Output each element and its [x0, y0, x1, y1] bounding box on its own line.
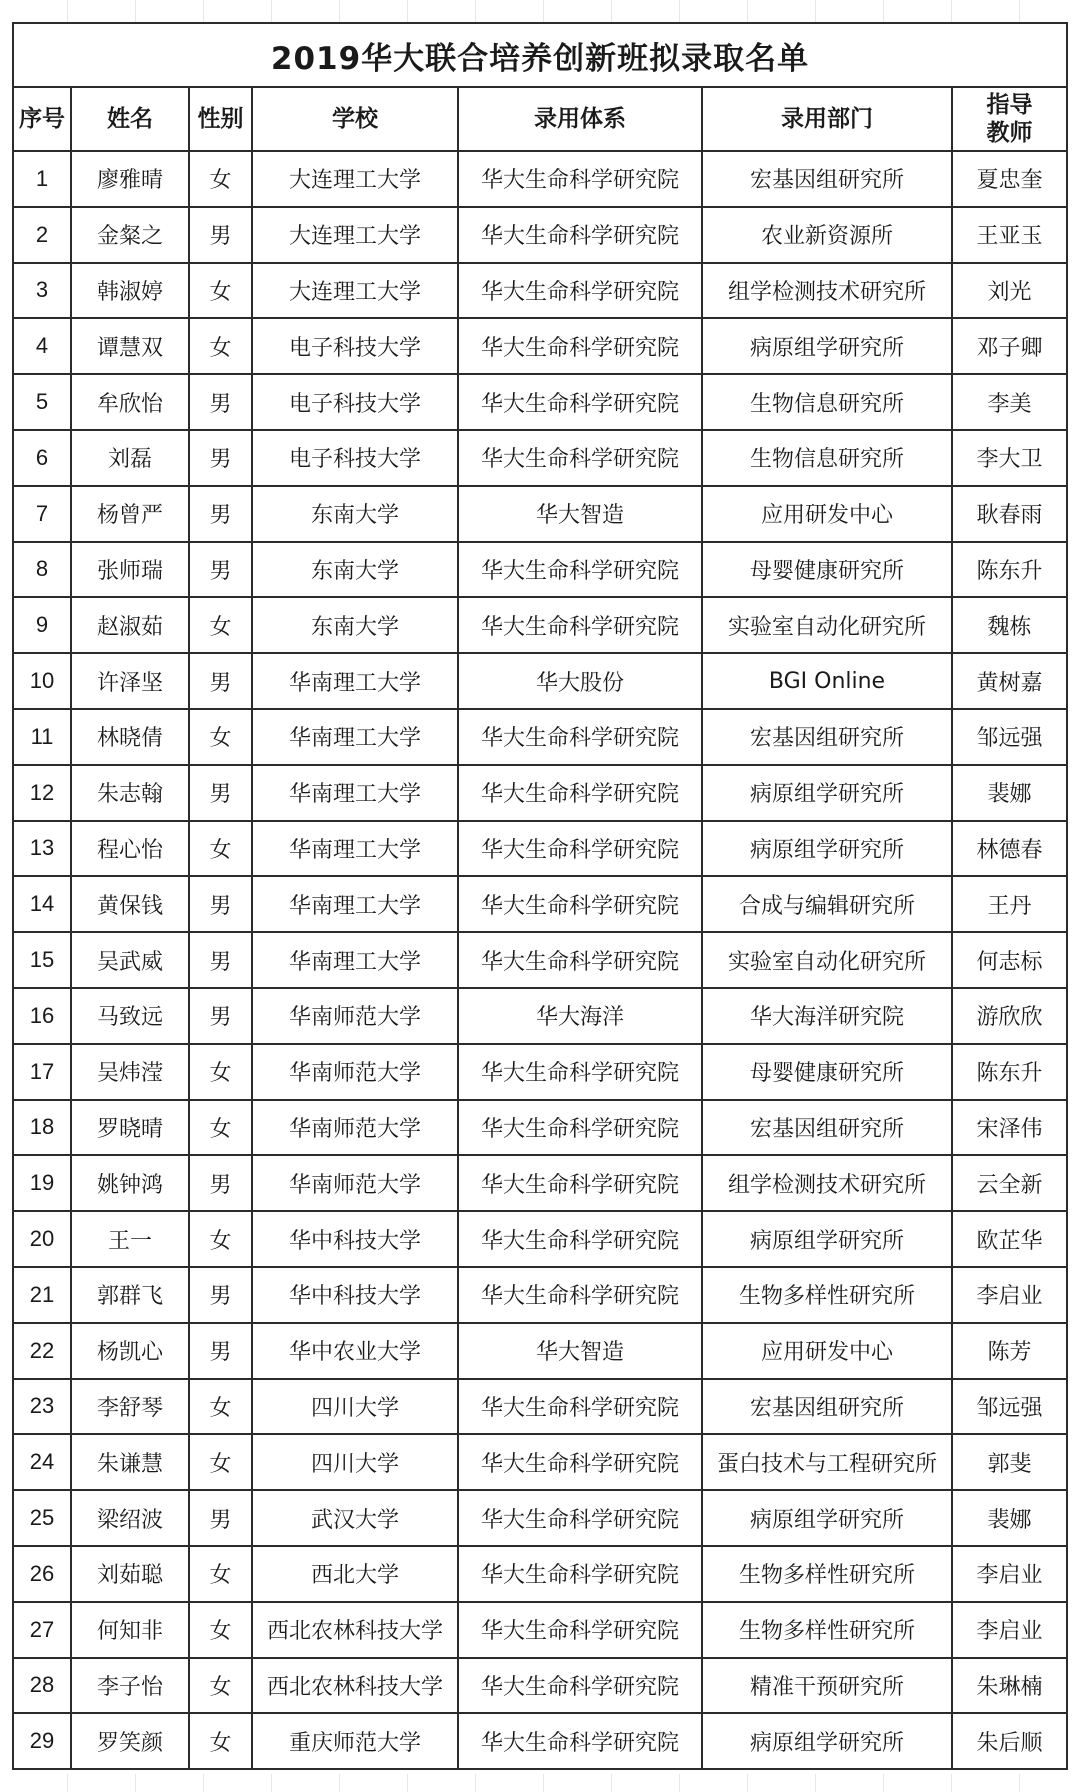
cell-index: 9	[13, 597, 71, 653]
cell-department: BGI Online	[702, 653, 952, 709]
cell-index: 6	[13, 430, 71, 486]
cell-index: 17	[13, 1044, 71, 1100]
cell-advisor: 陈芳	[952, 1323, 1067, 1379]
cell-index: 7	[13, 486, 71, 542]
table-row	[13, 1546, 1067, 1602]
cell-advisor: 邓子卿	[952, 318, 1067, 374]
cell-system: 华大生命科学研究院	[458, 1155, 702, 1211]
cell-index: 27	[13, 1602, 71, 1658]
cell-advisor: 邹远强	[952, 1379, 1067, 1435]
cell-department: 宏基因组研究所	[702, 1379, 952, 1435]
admission-list-table	[12, 22, 1068, 1770]
cell-system: 华大生命科学研究院	[458, 1100, 702, 1156]
cell-index: 1	[13, 151, 71, 207]
table-row	[13, 1490, 1067, 1546]
cell-index: 19	[13, 1155, 71, 1211]
cell-school: 电子科技大学	[252, 374, 458, 430]
cell-advisor: 夏忠奎	[952, 151, 1067, 207]
cell-index: 12	[13, 765, 71, 821]
cell-gender: 女	[189, 1044, 252, 1100]
cell-gender: 女	[189, 1379, 252, 1435]
cell-gender: 男	[189, 932, 252, 988]
cell-advisor: 林德春	[952, 821, 1067, 877]
cell-index: 8	[13, 542, 71, 598]
cell-name: 林晓倩	[71, 709, 189, 765]
cell-system: 华大生命科学研究院	[458, 1602, 702, 1658]
cell-department: 病原组学研究所	[702, 1211, 952, 1267]
cell-index: 15	[13, 932, 71, 988]
table-row	[13, 988, 1067, 1044]
cell-department: 生物信息研究所	[702, 430, 952, 486]
cell-system: 华大智造	[458, 486, 702, 542]
cell-advisor: 邹远强	[952, 709, 1067, 765]
cell-gender: 女	[189, 597, 252, 653]
cell-department: 病原组学研究所	[702, 1490, 952, 1546]
table-row	[13, 318, 1067, 374]
cell-index: 18	[13, 1100, 71, 1156]
header-index: 序号	[13, 87, 71, 151]
cell-school: 华南师范大学	[252, 1044, 458, 1100]
cell-school: 大连理工大学	[252, 263, 458, 319]
cell-system: 华大生命科学研究院	[458, 207, 702, 263]
header-department: 录用部门	[702, 87, 952, 151]
table-row	[13, 1323, 1067, 1379]
table-row	[13, 263, 1067, 319]
header-advisor-line2: 教师	[986, 120, 1033, 146]
cell-school: 西北大学	[252, 1546, 458, 1602]
cell-system: 华大生命科学研究院	[458, 1044, 702, 1100]
cell-system: 华大生命科学研究院	[458, 1267, 702, 1323]
table-row	[13, 821, 1067, 877]
header-advisor-line1: 指导	[986, 92, 1033, 118]
cell-index: 5	[13, 374, 71, 430]
cell-name: 朱谦慧	[71, 1434, 189, 1490]
cell-name: 韩淑婷	[71, 263, 189, 319]
cell-gender: 男	[189, 430, 252, 486]
cell-advisor: 黄树嘉	[952, 653, 1067, 709]
cell-gender: 男	[189, 653, 252, 709]
cell-system: 华大股份	[458, 653, 702, 709]
page-title: 2019华大联合培养创新班拟录取名单	[13, 23, 1067, 87]
cell-department: 母婴健康研究所	[702, 1044, 952, 1100]
table-row	[13, 597, 1067, 653]
cell-department: 实验室自动化研究所	[702, 597, 952, 653]
cell-name: 杨曾严	[71, 486, 189, 542]
cell-advisor: 李美	[952, 374, 1067, 430]
cell-department: 病原组学研究所	[702, 1713, 952, 1769]
cell-name: 刘茹聪	[71, 1546, 189, 1602]
cell-system: 华大生命科学研究院	[458, 1546, 702, 1602]
cell-system: 华大智造	[458, 1323, 702, 1379]
cell-index: 21	[13, 1267, 71, 1323]
table-row	[13, 1434, 1067, 1490]
table-row	[13, 709, 1067, 765]
cell-gender: 女	[189, 1658, 252, 1714]
cell-department: 宏基因组研究所	[702, 151, 952, 207]
table-row	[13, 151, 1067, 207]
header-row	[13, 87, 1067, 151]
cell-gender: 女	[189, 151, 252, 207]
cell-gender: 男	[189, 374, 252, 430]
cell-index: 4	[13, 318, 71, 374]
cell-system: 华大生命科学研究院	[458, 876, 702, 932]
cell-advisor: 朱后顺	[952, 1713, 1067, 1769]
table-row	[13, 207, 1067, 263]
table-row	[13, 876, 1067, 932]
cell-school: 华中科技大学	[252, 1211, 458, 1267]
cell-advisor: 魏栋	[952, 597, 1067, 653]
cell-name: 何知非	[71, 1602, 189, 1658]
cell-school: 大连理工大学	[252, 207, 458, 263]
cell-school: 华南理工大学	[252, 876, 458, 932]
cell-school: 华南理工大学	[252, 653, 458, 709]
cell-gender: 女	[189, 1602, 252, 1658]
cell-index: 14	[13, 876, 71, 932]
table-body	[13, 151, 1067, 1769]
cell-department: 母婴健康研究所	[702, 542, 952, 598]
cell-department: 华大海洋研究院	[702, 988, 952, 1044]
cell-index: 20	[13, 1211, 71, 1267]
cell-gender: 男	[189, 542, 252, 598]
cell-school: 华南理工大学	[252, 765, 458, 821]
cell-school: 华南师范大学	[252, 988, 458, 1044]
cell-gender: 男	[189, 988, 252, 1044]
cell-advisor: 游欣欣	[952, 988, 1067, 1044]
cell-department: 组学检测技术研究所	[702, 263, 952, 319]
cell-gender: 女	[189, 1546, 252, 1602]
cell-department: 应用研发中心	[702, 486, 952, 542]
cell-school: 东南大学	[252, 597, 458, 653]
cell-name: 马致远	[71, 988, 189, 1044]
cell-department: 精准干预研究所	[702, 1658, 952, 1714]
cell-index: 3	[13, 263, 71, 319]
cell-name: 王一	[71, 1211, 189, 1267]
cell-department: 病原组学研究所	[702, 821, 952, 877]
cell-school: 电子科技大学	[252, 430, 458, 486]
cell-index: 23	[13, 1379, 71, 1435]
cell-name: 杨凯心	[71, 1323, 189, 1379]
cell-name: 李子怡	[71, 1658, 189, 1714]
table-row	[13, 932, 1067, 988]
table-row	[13, 1602, 1067, 1658]
cell-department: 生物多样性研究所	[702, 1267, 952, 1323]
table-row	[13, 542, 1067, 598]
cell-gender: 男	[189, 207, 252, 263]
cell-advisor: 李启业	[952, 1602, 1067, 1658]
cell-name: 朱志翰	[71, 765, 189, 821]
cell-name: 刘磊	[71, 430, 189, 486]
cell-advisor: 刘光	[952, 263, 1067, 319]
cell-system: 华大生命科学研究院	[458, 1713, 702, 1769]
table-row	[13, 1155, 1067, 1211]
cell-gender: 男	[189, 1155, 252, 1211]
cell-department: 组学检测技术研究所	[702, 1155, 952, 1211]
cell-name: 赵淑茹	[71, 597, 189, 653]
cell-advisor: 李大卫	[952, 430, 1067, 486]
cell-index: 26	[13, 1546, 71, 1602]
table-row	[13, 430, 1067, 486]
cell-name: 罗晓晴	[71, 1100, 189, 1156]
cell-department: 病原组学研究所	[702, 318, 952, 374]
cell-department: 蛋白技术与工程研究所	[702, 1434, 952, 1490]
cell-advisor: 朱琳楠	[952, 1658, 1067, 1714]
header-system: 录用体系	[458, 87, 702, 151]
cell-system: 华大生命科学研究院	[458, 932, 702, 988]
cell-department: 生物多样性研究所	[702, 1546, 952, 1602]
cell-index: 22	[13, 1323, 71, 1379]
cell-advisor: 陈东升	[952, 542, 1067, 598]
cell-name: 张师瑞	[71, 542, 189, 598]
cell-department: 合成与编辑研究所	[702, 876, 952, 932]
cell-system: 华大生命科学研究院	[458, 542, 702, 598]
cell-advisor: 何志标	[952, 932, 1067, 988]
cell-department: 宏基因组研究所	[702, 1100, 952, 1156]
cell-school: 华南师范大学	[252, 1100, 458, 1156]
cell-school: 西北农林科技大学	[252, 1602, 458, 1658]
cell-gender: 男	[189, 1323, 252, 1379]
cell-system: 华大海洋	[458, 988, 702, 1044]
cell-school: 东南大学	[252, 542, 458, 598]
cell-advisor: 王亚玉	[952, 207, 1067, 263]
cell-name: 郭群飞	[71, 1267, 189, 1323]
cell-advisor: 欧芷华	[952, 1211, 1067, 1267]
cell-name: 金粲之	[71, 207, 189, 263]
cell-name: 梁绍波	[71, 1490, 189, 1546]
cell-school: 四川大学	[252, 1434, 458, 1490]
cell-department: 实验室自动化研究所	[702, 932, 952, 988]
cell-gender: 女	[189, 263, 252, 319]
cell-name: 牟欣怡	[71, 374, 189, 430]
header-advisor	[952, 87, 1067, 151]
cell-system: 华大生命科学研究院	[458, 1658, 702, 1714]
cell-school: 华中农业大学	[252, 1323, 458, 1379]
cell-school: 重庆师范大学	[252, 1713, 458, 1769]
cell-department: 病原组学研究所	[702, 765, 952, 821]
cell-gender: 女	[189, 1713, 252, 1769]
title-row	[13, 23, 1067, 87]
cell-advisor: 云全新	[952, 1155, 1067, 1211]
cell-name: 谭慧双	[71, 318, 189, 374]
cell-system: 华大生命科学研究院	[458, 1379, 702, 1435]
cell-name: 廖雅晴	[71, 151, 189, 207]
cell-gender: 男	[189, 1267, 252, 1323]
cell-index: 24	[13, 1434, 71, 1490]
cell-advisor: 陈东升	[952, 1044, 1067, 1100]
cell-school: 华南理工大学	[252, 709, 458, 765]
cell-school: 华中科技大学	[252, 1267, 458, 1323]
cell-index: 29	[13, 1713, 71, 1769]
cell-system: 华大生命科学研究院	[458, 1490, 702, 1546]
cell-system: 华大生命科学研究院	[458, 709, 702, 765]
cell-school: 四川大学	[252, 1379, 458, 1435]
table-row	[13, 1379, 1067, 1435]
cell-index: 28	[13, 1658, 71, 1714]
cell-system: 华大生命科学研究院	[458, 1211, 702, 1267]
cell-advisor: 郭斐	[952, 1434, 1067, 1490]
table-row	[13, 486, 1067, 542]
table-row	[13, 1211, 1067, 1267]
cell-name: 姚钟鸿	[71, 1155, 189, 1211]
cell-name: 罗笑颜	[71, 1713, 189, 1769]
cell-index: 16	[13, 988, 71, 1044]
cell-system: 华大生命科学研究院	[458, 765, 702, 821]
cell-department: 生物信息研究所	[702, 374, 952, 430]
cell-system: 华大生命科学研究院	[458, 263, 702, 319]
header-name: 姓名	[71, 87, 189, 151]
cell-advisor: 李启业	[952, 1546, 1067, 1602]
cell-school: 大连理工大学	[252, 151, 458, 207]
cell-department: 生物多样性研究所	[702, 1602, 952, 1658]
cell-gender: 男	[189, 486, 252, 542]
cell-system: 华大生命科学研究院	[458, 430, 702, 486]
cell-name: 许泽坚	[71, 653, 189, 709]
cell-school: 华南理工大学	[252, 821, 458, 877]
admission-list-table-frame	[12, 22, 1066, 1774]
cell-system: 华大生命科学研究院	[458, 1434, 702, 1490]
cell-gender: 女	[189, 1434, 252, 1490]
cell-system: 华大生命科学研究院	[458, 151, 702, 207]
cell-department: 农业新资源所	[702, 207, 952, 263]
table-row	[13, 1100, 1067, 1156]
cell-advisor: 宋泽伟	[952, 1100, 1067, 1156]
cell-gender: 男	[189, 765, 252, 821]
cell-index: 11	[13, 709, 71, 765]
cell-name: 程心怡	[71, 821, 189, 877]
cell-name: 黄保钱	[71, 876, 189, 932]
cell-school: 华南师范大学	[252, 1155, 458, 1211]
cell-department: 应用研发中心	[702, 1323, 952, 1379]
cell-school: 东南大学	[252, 486, 458, 542]
cell-advisor: 王丹	[952, 876, 1067, 932]
cell-system: 华大生命科学研究院	[458, 597, 702, 653]
cell-system: 华大生命科学研究院	[458, 318, 702, 374]
cell-gender: 男	[189, 876, 252, 932]
cell-school: 西北农林科技大学	[252, 1658, 458, 1714]
cell-gender: 女	[189, 318, 252, 374]
cell-gender: 女	[189, 1211, 252, 1267]
header-school: 学校	[252, 87, 458, 151]
cell-gender: 男	[189, 1490, 252, 1546]
cell-advisor: 裴娜	[952, 1490, 1067, 1546]
cell-index: 2	[13, 207, 71, 263]
cell-school: 武汉大学	[252, 1490, 458, 1546]
cell-index: 25	[13, 1490, 71, 1546]
header-gender: 性别	[189, 87, 252, 151]
cell-gender: 女	[189, 1100, 252, 1156]
cell-school: 电子科技大学	[252, 318, 458, 374]
cell-name: 吴武威	[71, 932, 189, 988]
cell-gender: 女	[189, 821, 252, 877]
cell-system: 华大生命科学研究院	[458, 374, 702, 430]
cell-gender: 女	[189, 709, 252, 765]
cell-school: 华南理工大学	[252, 932, 458, 988]
table-row	[13, 374, 1067, 430]
cell-advisor: 李启业	[952, 1267, 1067, 1323]
table-row	[13, 1713, 1067, 1769]
table-row	[13, 765, 1067, 821]
cell-name: 吴炜滢	[71, 1044, 189, 1100]
cell-advisor: 耿春雨	[952, 486, 1067, 542]
cell-advisor: 裴娜	[952, 765, 1067, 821]
cell-department: 宏基因组研究所	[702, 709, 952, 765]
table-row	[13, 653, 1067, 709]
table-row	[13, 1044, 1067, 1100]
table-row	[13, 1267, 1067, 1323]
cell-system: 华大生命科学研究院	[458, 821, 702, 877]
cell-index: 10	[13, 653, 71, 709]
cell-index: 13	[13, 821, 71, 877]
cell-name: 李舒琴	[71, 1379, 189, 1435]
table-row	[13, 1658, 1067, 1714]
